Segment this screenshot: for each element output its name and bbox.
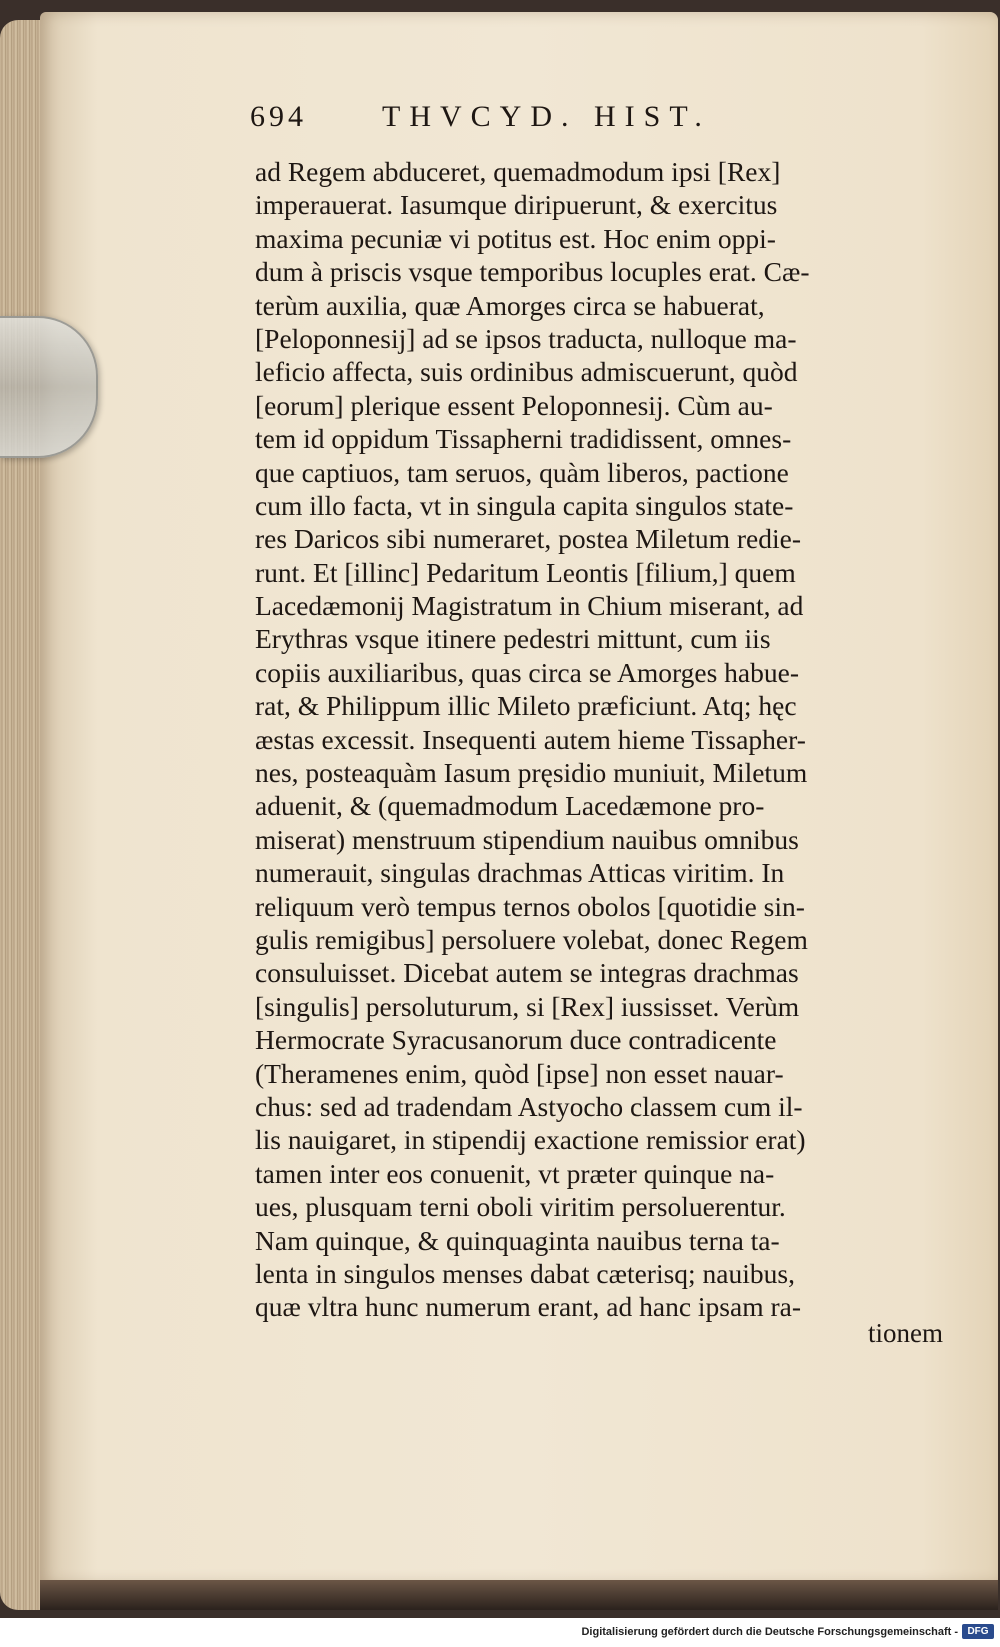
digitization-footer <box>0 1618 1000 1647</box>
text-line: Hermocrate Syracusanorum duce contradicente <box>255 1024 777 1056</box>
text-line: ad Regem abduceret, quemadmodum ipsi [Rex] <box>255 156 781 187</box>
text-line: leficio affecta, suis ordinibus admiscuerunt, quòd <box>255 356 798 388</box>
text-line: rat, & Philippum illic Mileto præficiunt. Atq; hęc <box>255 690 797 722</box>
text-line: [Peloponnesij] ad se ipsos traducta, nulloque ma- <box>255 322 797 354</box>
page-clip <box>0 316 98 458</box>
dfg-logo: DFG <box>962 1624 994 1639</box>
text-line: Nam quinque, & quinquaginta nauibus terna ta- <box>255 1224 780 1256</box>
text-line: [eorum] plerique essent Peloponnesij. Cùm au- <box>255 389 773 421</box>
page-header <box>250 100 820 146</box>
text-line: terùm auxilia, quæ Amorges circa se habuerat, <box>255 289 765 321</box>
text-line: maxima pecuniæ vi potitus est. Hoc enim oppi- <box>255 222 776 254</box>
text-line: Lacedæmonij Magistratum in Chium miserant, ad <box>255 590 804 622</box>
body-text <box>255 155 960 1324</box>
text-line: numerauit, singulas drachmas Atticas viritim. In <box>255 857 785 889</box>
text-line: consuluisset. Dicebat autem se integras drachmas <box>255 957 799 989</box>
catchword: tionem <box>868 1318 943 1348</box>
text-line: gulis remigibus] persoluere volebat, donec Regem <box>255 923 808 955</box>
text-line: (Theramenes enim, quòd [ipse] non esset nauar- <box>255 1057 784 1089</box>
text-line: tamen inter eos conuenit, vt præter quinque na- <box>255 1157 775 1189</box>
page-number: 694 <box>250 100 307 133</box>
text-line: copiis auxiliaribus, quas circa se Amorges habue- <box>255 656 799 688</box>
text-line: aduenit, & (quemadmodum Lacedæmone pro- <box>255 790 765 822</box>
text-line: runt. Et [illinc] Pedaritum Leontis [filium,] quem <box>255 556 796 588</box>
text-line: nes, posteaquàm Iasum pręsidio muniuit, Miletum <box>255 757 808 789</box>
text-line: imperauerat. Iasumque diripuerunt, & exercitus <box>255 189 778 221</box>
text-line: reliquum verò tempus ternos obolos [quotidie sin- <box>255 890 805 922</box>
running-title: THVCYD. HIST. <box>382 100 711 133</box>
text-line: lis nauigaret, in stipendij exactione remissior erat) <box>255 1124 806 1156</box>
text-line: chus: sed ad tradendam Astyocho classem cum il- <box>255 1090 803 1122</box>
text-line: cum illo facta, vt in singula capita singulos state- <box>255 489 794 521</box>
text-line: miserat) menstruum stipendium nauibus omnibus <box>255 823 799 855</box>
text-line: Erythras vsque itinere pedestri mittunt, cum iis <box>255 623 771 655</box>
book-bottom-edge <box>40 1580 998 1610</box>
text-line: res Daricos sibi numeraret, postea Miletum redie- <box>255 523 801 555</box>
funding-credit: Digitalisierung gefördert durch die Deutsche Forschungsgemeinschaft - <box>581 1626 958 1638</box>
text-line: [singulis] persoluturum, si [Rex] iussisset. Verùm <box>255 990 800 1022</box>
text-line: dum à priscis vsque temporibus locuples erat. Cæ- <box>255 256 810 288</box>
text-line: æstas excessit. Insequenti autem hieme Tissapher- <box>255 723 806 755</box>
text-line: tem id oppidum Tissapherni tradidissent, omnes- <box>255 423 792 455</box>
text-line: ues, plusquam terni oboli viritim persoluerentur. <box>255 1191 786 1223</box>
text-line: quæ vltra hunc numerum erant, ad hanc ipsam ra- <box>255 1291 801 1323</box>
text-line: que captiuos, tam seruos, quàm liberos, pactione <box>255 456 789 488</box>
text-line: lenta in singulos menses dabat cæterisq; nauibus, <box>255 1257 795 1289</box>
